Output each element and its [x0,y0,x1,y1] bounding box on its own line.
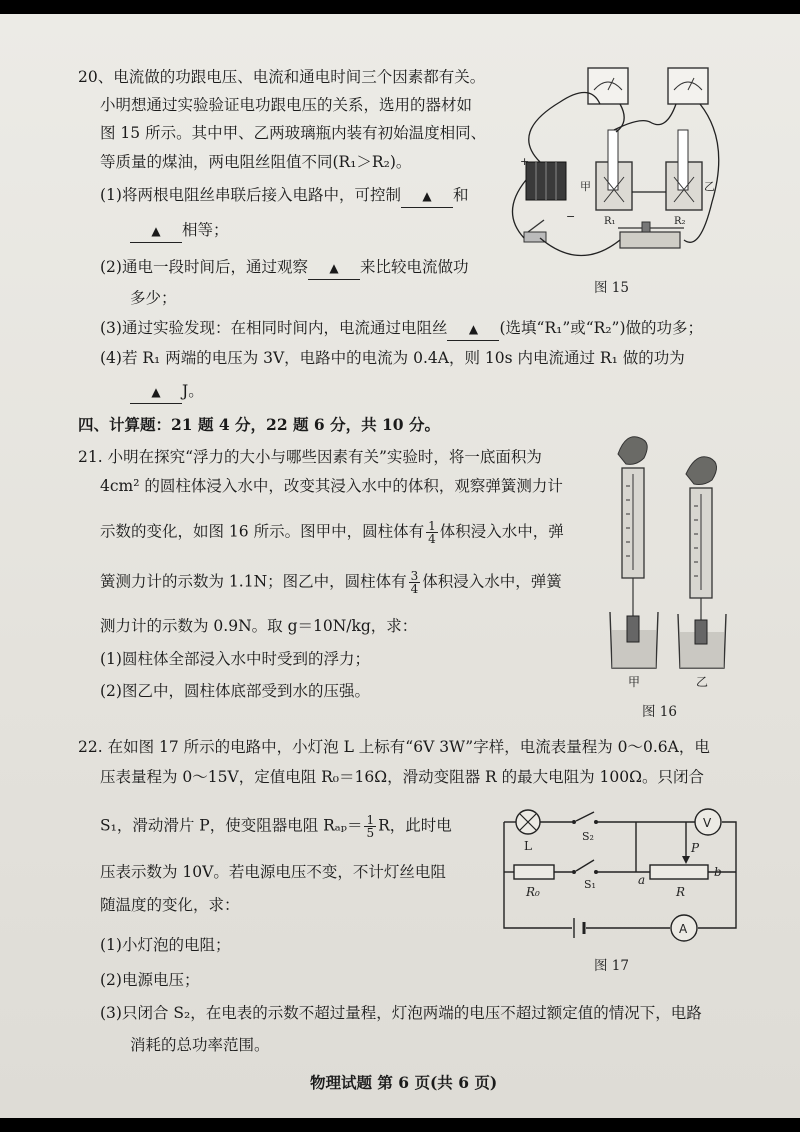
fraction-denominator: 4 [410,582,419,596]
bottle-yi-label: 乙 [704,180,715,193]
q20-sub-4-text-b: J。 [182,382,204,400]
r1-label: R₁ [604,216,616,227]
q20-sub-2-cont: 多少； [130,289,177,307]
label-R: R [676,885,686,899]
q20-sub-3-text-a: (3)通过实验发现：在相同时间内，电流通过电阻丝 [100,319,448,337]
blank-marker: ▲ [151,224,161,238]
label-S2: S₂ [582,830,594,843]
q20-sub-3 [100,317,703,341]
hand-right [686,457,717,485]
q22-line-5: 随温度的变化，求： [100,896,240,914]
q21-line-3 [100,520,564,545]
fraction-numerator: 1 [366,813,375,827]
fraction-numerator: 3 [410,569,419,583]
figure-15-caption: 图 15 [594,280,629,296]
battery-plus-label: + [520,155,530,168]
q21-line-3-b: 体积浸入水中，弹 [439,522,564,541]
blank-marker: ▲ [151,385,161,399]
q21-sub-2: (2)图乙中，圆柱体底部受到水的压强。 [100,682,370,700]
figure-16-yi-label: 乙 [696,675,709,689]
spring-scale-yi [690,488,712,620]
fraction-numerator: 1 [428,519,436,533]
blank-marker: ▲ [329,261,339,275]
q20-line-2: 小明想通过实验验证电功跟电压的关系，选用的器材如 [100,96,473,114]
fraction-denominator: 5 [366,826,375,840]
fraction-three-quarters [409,570,421,595]
q22-sub-1: (1)小灯泡的电阻； [100,936,231,954]
answer-blank[interactable] [401,184,453,208]
figure-16-jia-label: 甲 [628,675,641,689]
answer-blank[interactable] [447,317,499,341]
section-heading: 四、计算题：21 题 4 分，22 题 6 分，共 10 分。 [78,415,440,434]
q20-sub-1-text-c: 相等； [182,221,229,239]
blank-marker: ▲ [422,189,432,203]
q20-sub-1 [100,184,468,208]
figure-17-circuit [500,800,740,940]
bottle-yi [666,130,702,210]
q20-sub-1-text-b: 和 [452,186,469,204]
fraction-denominator: 4 [428,532,436,546]
q21-line-4 [100,570,562,595]
beaker-yi [678,614,726,668]
q20-line-1: 20、电流做的功跟电压、电流和通电时间三个因素都有关。 [78,68,486,86]
label-P: P [691,841,700,855]
label-a: a [638,873,646,887]
lamp-L [516,810,540,834]
rheostat-R [650,865,708,879]
switch-S2 [572,812,598,824]
q22-line-3-b: R，此时电 [378,816,452,835]
q22-line-2: 压表量程为 0～15V，定值电阻 R₀＝16Ω，滑动变阻器 R 的最大电阻为 100Ω。只闭合 [100,768,704,786]
q22-line-3-a: S₁，滑动滑片 P，使变阻器电阻 Rₐₚ＝ [100,816,363,835]
q20-sub-2 [100,256,468,280]
switch-S1 [572,860,598,874]
voltmeter-left [588,68,628,104]
figure-17-caption: 图 17 [594,958,629,974]
q21-line-5: 测力计的示数为 0.9N。取 g＝10N/kg，求： [100,617,418,635]
q22-line-4: 压表示数为 10V。若电源电压不变，不计灯丝电阻 [100,863,446,881]
q20-sub-2-text-a: (2)通电一段时间后，通过观察 [100,258,308,276]
q22-sub-3: (3)只闭合 S₂，在电表的示数不超过量程，灯泡两端的电压不超过额定值的情况下，电路 [100,1004,702,1022]
q20-sub-4: (4)若 R₁ 两端的电压为 3V，电路中的电流为 0.4A，则 10s 内电流通过 R₁ 做的功为 [100,349,685,367]
label-b: b [714,865,722,879]
q21-line-3-a: 示数的变化，如图 16 所示。图甲中，圆柱体有 [100,522,425,541]
q20-sub-4-cont [130,380,204,404]
label-L: L [524,839,532,853]
blank-marker: ▲ [468,322,479,336]
figure-15-apparatus [500,62,740,287]
figure-16-apparatus [600,424,740,694]
q21-sub-1: (1)圆柱体全部浸入水中时受到的浮力； [100,650,370,668]
fraction-one-fifth [364,814,376,839]
q21-line-1: 21. 小明在探究“浮力的大小与哪些因素有关”实验时，将一底面积为 [78,448,542,466]
q21-line-2: 4cm² 的圆柱体浸入水中，改变其浸入水中的体积，观察弹簧测力计 [100,477,563,495]
label-V: V [703,816,712,830]
label-A: A [679,922,688,936]
battery-minus-label: − [566,210,576,223]
resistor-R0 [514,865,554,879]
label-S1: S₁ [584,878,596,891]
r2-label: R₂ [674,216,686,227]
hand-left [618,437,647,465]
q22-line-1: 22. 在如图 17 所示的电路中，小灯泡 L 上标有“6V 3W”字样，电流表量程为 0～0.6A，电 [78,738,710,756]
answer-blank[interactable] [130,380,182,404]
q22-sub-2: (2)电源电压； [100,971,200,989]
slider-P-arrow [682,856,690,864]
exam-page [0,14,800,1118]
q20-line-3: 图 15 所示。其中甲、乙两玻璃瓶内装有初始温度相同、 [100,124,487,142]
bottle-jia [596,130,632,210]
q21-line-4-b: 体积浸入水中，弹簧 [422,572,562,591]
spring-scale-jia [622,468,644,616]
switch [524,220,546,242]
q22-line-3 [100,814,452,839]
voltmeter-right [668,68,708,104]
answer-blank[interactable] [130,219,182,243]
page-footer: 物理试题 第 6 页(共 6 页) [310,1073,498,1092]
q20-sub-2-text-b: 来比较电流做功 [359,258,469,276]
q21-line-4-a: 簧测力计的示数为 1.1N；图乙中，圆柱体有 [100,572,407,591]
bottle-jia-label: 甲 [580,180,591,193]
q20-line-4: 等质量的煤油，两电阻丝阻值不同(R₁＞R₂)。 [100,153,412,171]
battery-pack [526,162,566,200]
q22-sub-3-cont: 消耗的总功率范围。 [130,1036,270,1054]
answer-blank[interactable] [308,256,360,280]
label-R0: R₀ [526,885,540,899]
q20-sub-3-text-b: (选填“R₁”或“R₂”)做的功多； [499,319,704,337]
q20-sub-1-cont [130,219,229,243]
battery-source [574,918,584,938]
figure-16-caption: 图 16 [642,704,677,720]
q20-sub-1-text-a: (1)将两根电阻丝串联后接入电路中，可控制 [100,186,401,204]
beaker-jia [610,612,658,668]
fraction-one-quarter [426,520,438,545]
